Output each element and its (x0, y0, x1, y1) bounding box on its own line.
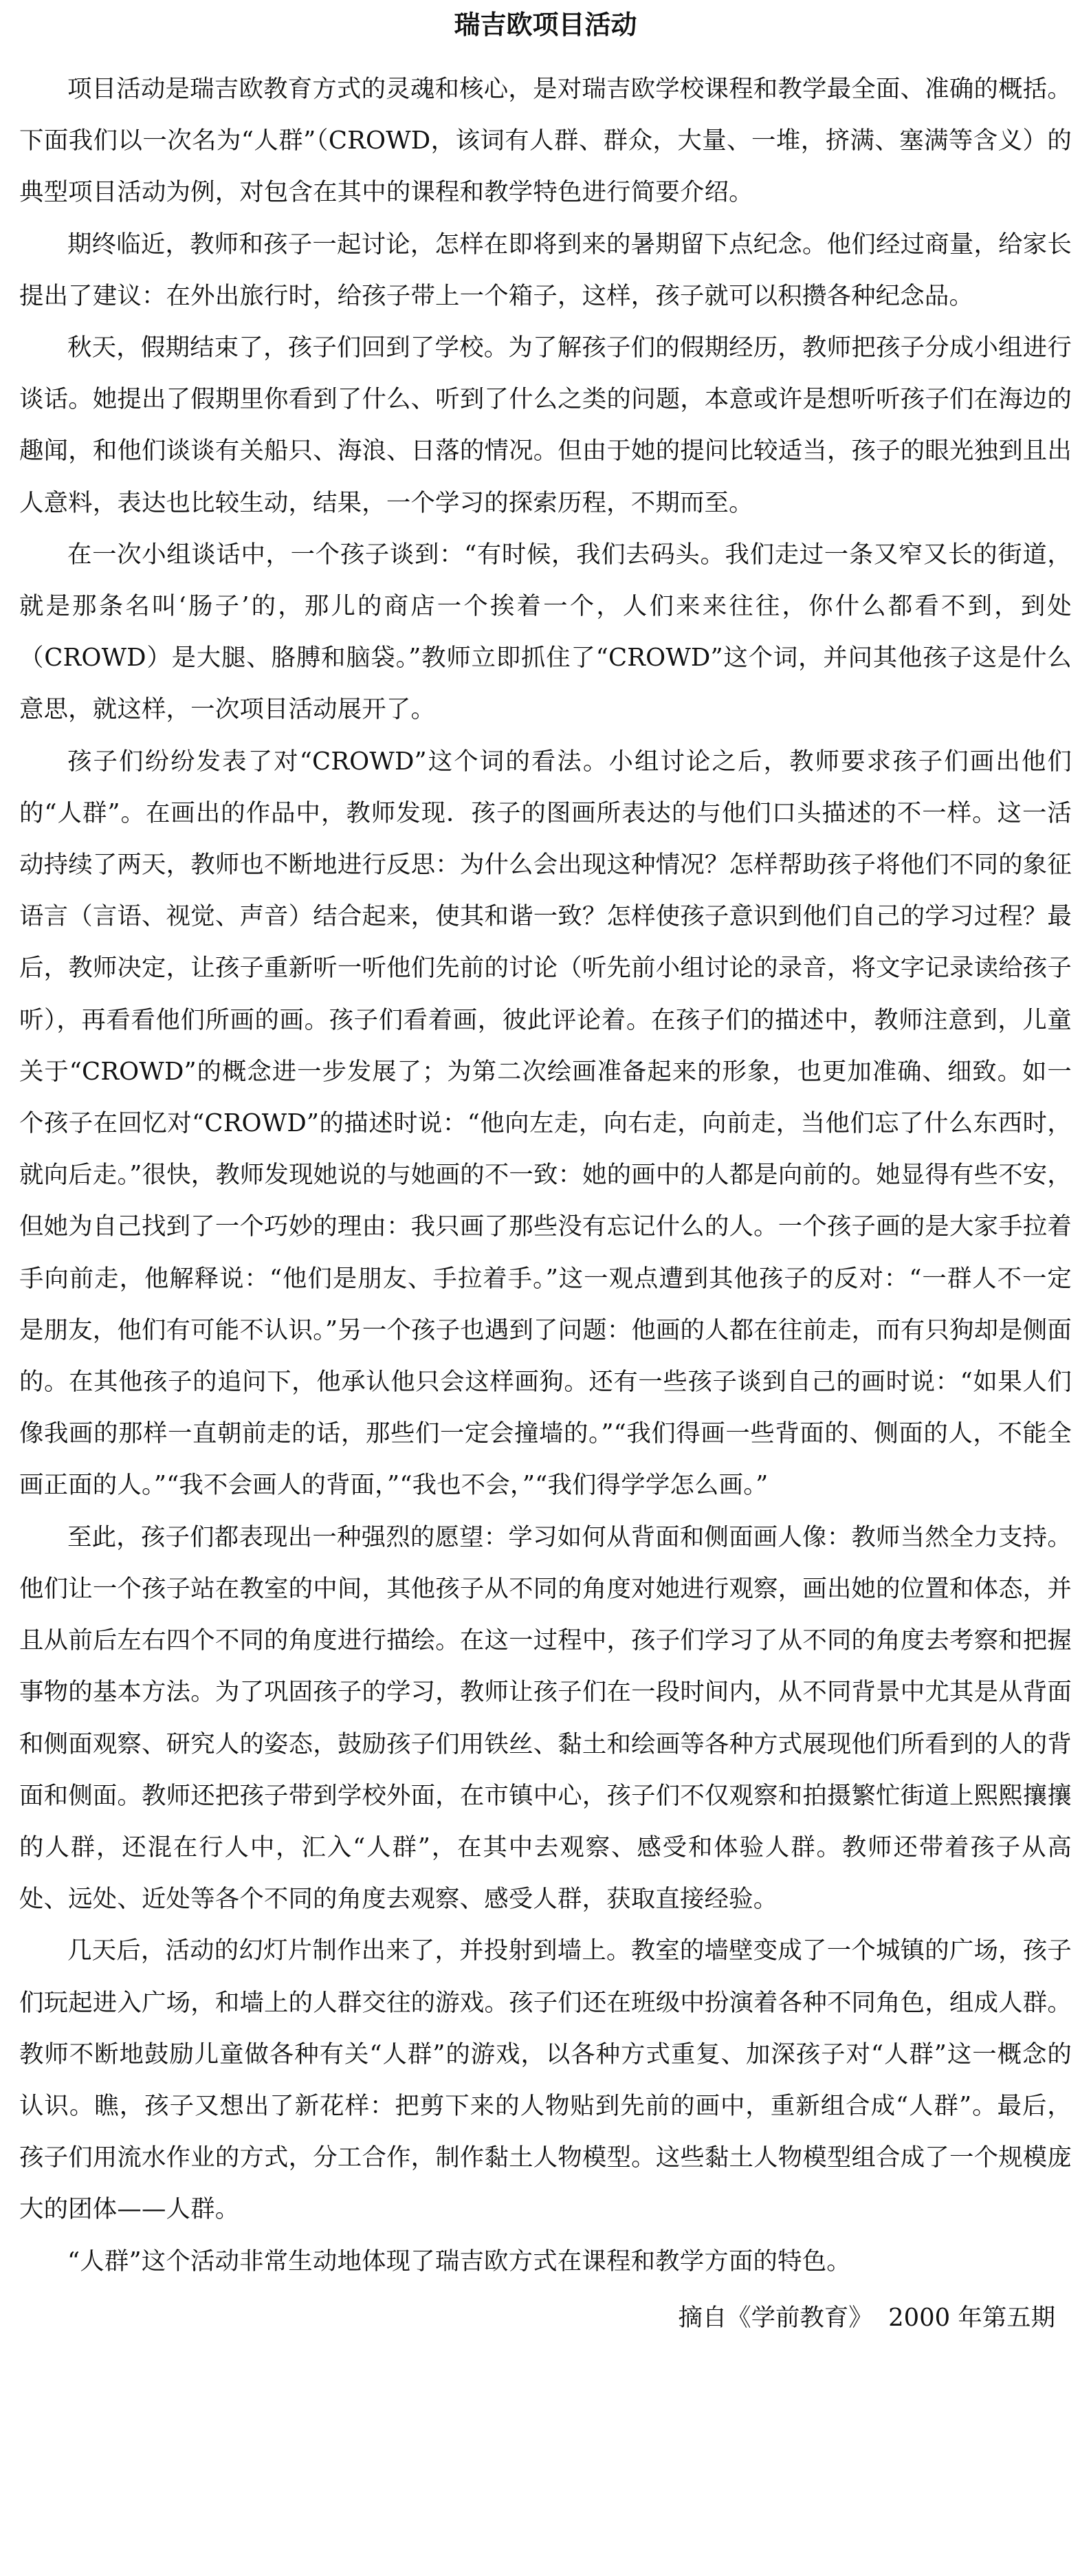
document-title: 瑞吉欧项目活动 (454, 9, 637, 40)
paragraph-autumn: 秋天，假期结束了，孩子们回到了学校。为了解孩子们的假期经历，教师把孩子分成小组进行谈话。她提出了假期里你看到了什么、听到了什么之类的问题，本意或许是想听听孩子们在海边的趣闻，和他们谈谈有关船只、海浪、日落的情况。但由于她的提问比较适当，孩子的眼光独到且出人意料，表达也比较生动，结果，一个学习的探索历程，不期而至。 (19, 334, 1072, 517)
source-citation: 摘自《学前教育》 2000 年第五期 (678, 2303, 1055, 2332)
paragraph-intro: 项目活动是瑞吉欧教育方式的灵魂和核心，是对瑞吉欧学校课程和教学最全面、准确的概括。下面我们以一次名为“人群”（CROWD，该词有人群、群众，大量、一堆，挤满、塞满等含义）的典型项目活动为例，对包含在其中的课程和教学特色进行简要介绍。 (19, 75, 1072, 207)
paragraph-back-side-drawing: 至此，孩子们都表现出一种强烈的愿望：学习如何从背面和侧面画人像：教师当然全力支持。他们让一个孩子站在教室的中间，其他孩子从不同的角度对她进行观察，画出她的位置和体态，并且从前后左右四个不同的角度进行描绘。在这一过程中，孩子们学习了从不同的角度去考察和把握事物的基本方法。为了巩固孩子的学习，教师让孩子们在一段时间内，从不同背景中尤其是从背面和侧面观察、研究人的姿态，鼓励孩子们用铁丝、黏土和绘画等各种方式展现他们所看到的人的背面和侧面。教师还把孩子带到学校外面，在市镇中心，孩子们不仅观察和拍摄繁忙街道上熙熙攘攘的人群，还混在行人中，汇入“人群”，在其中去观察、感受和体验人群。教师还带着孩子从高处、远处、近处等各个不同的角度去观察、感受人群，获取直接经验。 (19, 1522, 1072, 1914)
paragraph-crowd-drawings: 孩子们纷纷发表了对“CROWD”这个词的看法。小组讨论之后，教师要求孩子们画出他们的“人群”。在画出的作品中，教师发现．孩子的图画所表达的与他们口头描述的不一样。这一活动持续了两天，教师也不断地进行反思：为什么会出现这种情况？怎样帮助孩子将他们不同的象征语言（言语、视觉、声音）结合起来，使其和谐一致？怎样使孩子意识到他们自己的学习过程？最后，教师决定，让孩子重新听一听他们先前的讨论（听先前小组讨论的录音，将文字记录读给孩子听），再看看他们所画的画。孩子们看着画，彼此评论着。在孩子们的描述中，教师注意到，儿童关于“CROWD”的概念进一步发展了；为第二次绘画准备起来的形象，也更加准确、细致。如一个孩子在回忆对“CROWD”的描述时说：“他向左走，向右走，向前走，当他们忘了什么东西时，就向后走。”很快，教师发现她说的与她画的不一致：她的画中的人都是向前的。她显得有些不安，但她为自己找到了一个巧妙的理由：我只画了那些没有忘记什么的人。一个孩子画的是大家手拉着手向前走，他解释说：“他们是朋友、手拉着手。”这一观点遭到其他孩子的反对：“一群人不一定是朋友，他们有可能不认识。”另一个孩子也遇到了问题：他画的人都在往前走，而有只狗却是侧面的。在其他孩子的追问下，他承认他只会这样画狗。还有一些孩子谈到自己的画时说：“如果人们像我画的那样一直朝前走的话，那些们一定会撞墙的。”“我们得画一些背面的、侧面的人，不能全画正面的人。”“我不会画人的背面，”“我也不会，”“我们得学学怎么画。” (19, 747, 1072, 1500)
paragraph-term-end: 期终临近，教师和孩子一起讨论，怎样在即将到来的暑期留下点纪念。他们经过商量，给家长提出了建议：在外出旅行时，给孩子带上一个箱子，这样，孩子就可以积攒各种纪念品。 (19, 230, 1072, 310)
paragraph-group-talk: 在一次小组谈话中，一个孩子谈到：“有时候，我们去码头。我们走过一条又窄又长的街道，就是那条名叫‘肠子’的，那儿的商店一个挨着一个，人们来来往往，你什么都看不到，到处（CROWD）是大腿、胳膊和脑袋。”教师立即抓住了“CROWD”这个词，并问其他孩子这是什么意思，就这样，一次项目活动展开了。 (19, 540, 1072, 724)
paragraph-slides: 几天后，活动的幻灯片制作出来了，并投射到墙上。教室的墙壁变成了一个城镇的广场，孩子们玩起进入广场，和墙上的人群交往的游戏。孩子们还在班级中扮演着各种不同角色，组成人群。教师不断地鼓励儿童做各种有关“人群”的游戏，以各种方式重复、加深孩子对“人群”这一概念的认识。瞧，孩子又想出了新花样：把剪下来的人物贴到先前的画中，重新组合成“人群”。最后，孩子们用流水作业的方式，分工合作，制作黏土人物模型。这些黏土人物模型组合成了一个规模庞大的团体——人群。 (19, 1936, 1072, 2224)
paragraph-conclusion: “人群”这个活动非常生动地体现了瑞吉欧方式在课程和教学方面的特色。 (67, 2247, 851, 2275)
